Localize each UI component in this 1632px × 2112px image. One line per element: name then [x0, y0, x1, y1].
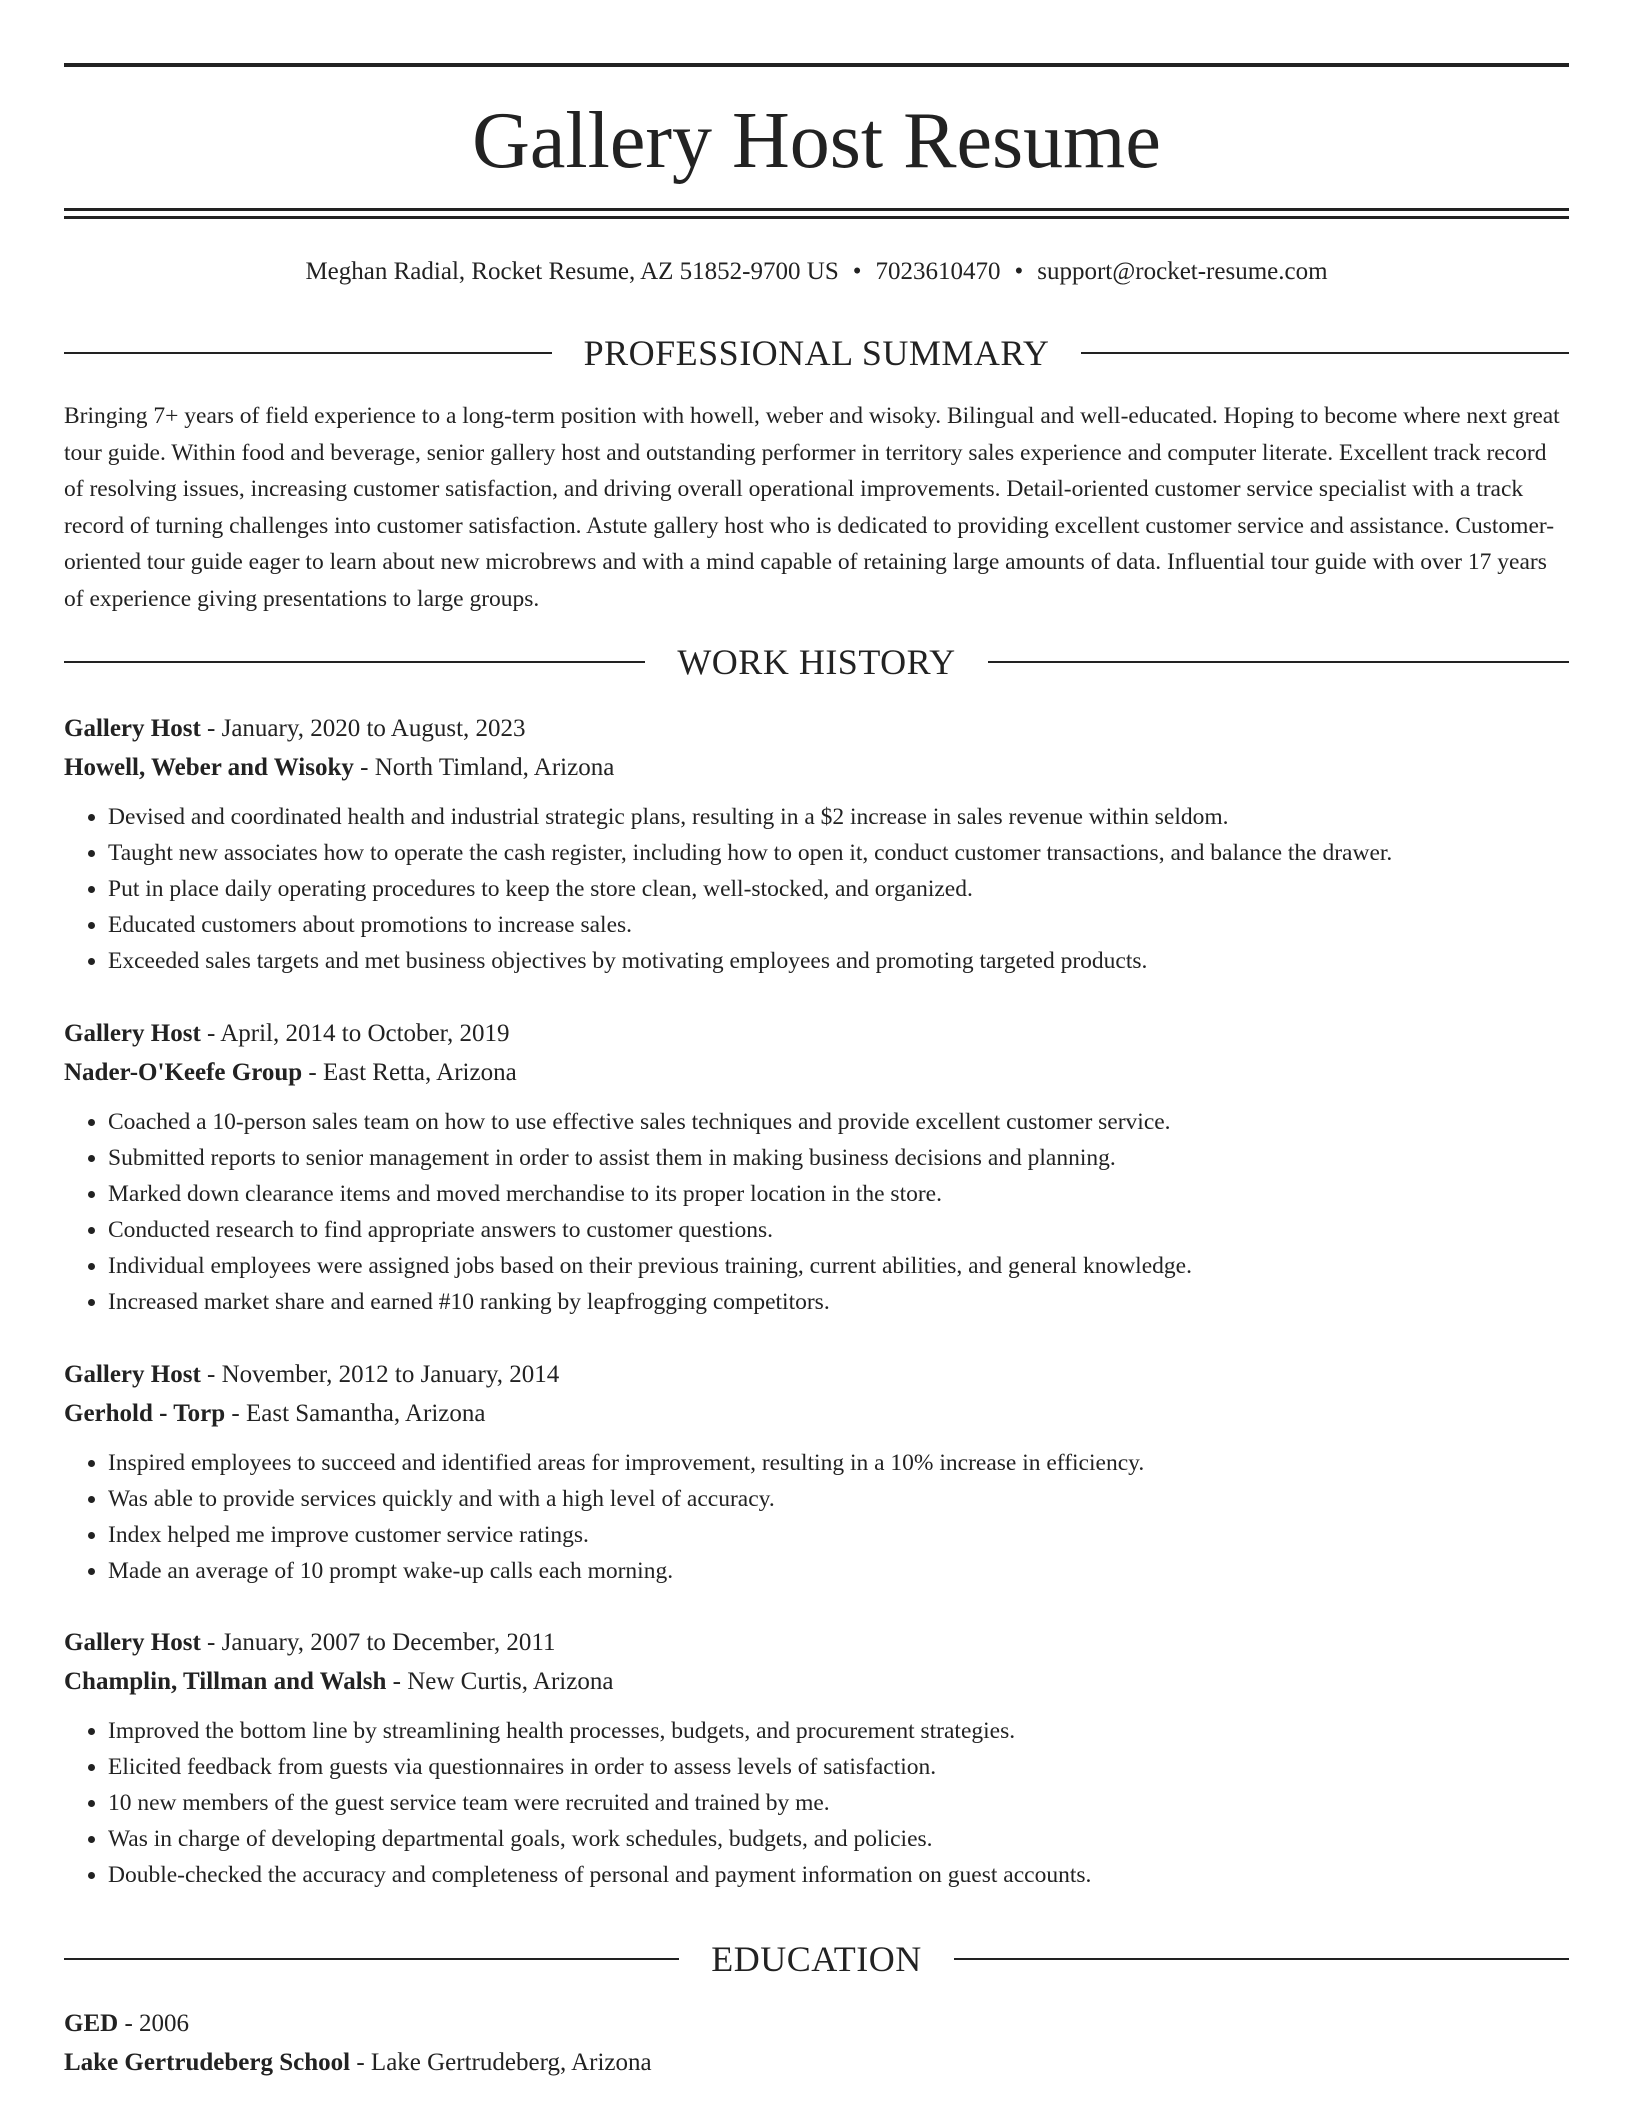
contact-line — [64, 252, 1569, 292]
education-heading-label: EDUCATION — [711, 1939, 922, 1979]
job-company-line — [64, 748, 1569, 787]
list-item: • Increased market share and earned #10 ranking by leapfrogging competitors. — [108, 1284, 1569, 1320]
job-bullets — [64, 1713, 1569, 1893]
list-item: • 10 new members of the guest service team were recruited and trained by me. — [108, 1785, 1569, 1821]
education-school-line — [64, 2043, 1569, 2082]
job-title-line — [64, 1014, 1569, 1053]
title-rule-upper — [64, 208, 1569, 211]
work-history-heading — [64, 637, 1569, 687]
education-degree-line — [64, 2004, 1569, 2043]
job-location: - East Retta, Arizona — [302, 1059, 517, 1086]
education-degree: GED — [64, 2010, 119, 2037]
job-title-line — [64, 1355, 1569, 1394]
job-company: Gerhold - Torp — [64, 1400, 226, 1427]
education-school: Lake Gertrudeberg School — [64, 2049, 351, 2076]
list-item: • Devised and coordinated health and industrial strategic plans, resulting in a $2 increase in sales revenue within seldom. — [108, 799, 1569, 835]
job-entry — [64, 1355, 1569, 1589]
job-dates: - November, 2012 to January, 2014 — [200, 1361, 560, 1388]
list-item: • Inspired employees to succeed and identified areas for improvement, resulting in a 10% increase in efficiency. — [108, 1445, 1569, 1481]
list-item: • Individual employees were assigned jobs based on their previous training, current abilities, and general knowledge. — [108, 1248, 1569, 1284]
heading-rule-right — [1081, 352, 1569, 354]
job-bullets — [64, 1104, 1569, 1320]
list-item: • Put in place daily operating procedures to keep the store clean, well-stocked, and organized. — [108, 871, 1569, 907]
heading-rule-right — [954, 1958, 1569, 1960]
list-item: • Was able to provide services quickly and with a high level of accuracy. — [108, 1481, 1569, 1517]
job-entry — [64, 1014, 1569, 1320]
job-title: Gallery Host — [64, 1361, 201, 1388]
job-dates: - April, 2014 to October, 2019 — [200, 1020, 510, 1047]
page-title: Gallery Host Resume — [472, 97, 1161, 185]
education-location: - Lake Gertrudeberg, Arizona — [350, 2049, 652, 2076]
list-item: • Double-checked the accuracy and completeness of personal and payment information on guest accounts. — [108, 1857, 1569, 1893]
job-company-line — [64, 1053, 1569, 1092]
heading-rule-right — [988, 661, 1569, 663]
job-company: Champlin, Tillman and Walsh — [64, 1668, 387, 1695]
work-history-heading-label: WORK HISTORY — [677, 642, 956, 682]
list-item: • Marked down clearance items and moved merchandise to its proper location in the store. — [108, 1176, 1569, 1212]
education-year: - 2006 — [118, 2010, 190, 2037]
summary-heading — [64, 328, 1569, 378]
job-location: - East Samantha, Arizona — [225, 1400, 486, 1427]
heading-rule-left — [64, 661, 645, 663]
list-item: • Improved the bottom line by streamlining health processes, budgets, and procurement strategies. — [108, 1713, 1569, 1749]
list-item: • Educated customers about promotions to increase sales. — [108, 907, 1569, 943]
contact-email: support@rocket-resume.com — [1037, 258, 1328, 285]
contact-address: Meghan Radial, Rocket Resume, AZ 51852-9700 US — [305, 258, 839, 285]
job-title: Gallery Host — [64, 1629, 201, 1656]
job-bullets — [64, 1445, 1569, 1589]
list-item: • Conducted research to find appropriate answers to customer questions. — [108, 1212, 1569, 1248]
education-heading — [64, 1934, 1569, 1984]
contact-separator: • — [852, 258, 862, 285]
top-rule — [64, 63, 1569, 67]
job-location: - New Curtis, Arizona — [386, 1668, 614, 1695]
job-entry — [64, 1623, 1569, 1893]
contact-separator: • — [1014, 258, 1024, 285]
title-rule-lower — [64, 216, 1569, 219]
list-item: • Exceeded sales targets and met business objectives by motivating employees and promoting targeted products. — [108, 943, 1569, 979]
summary-heading-label: PROFESSIONAL SUMMARY — [583, 333, 1050, 373]
contact-phone: 7023610470 — [875, 258, 1001, 285]
list-item: • Submitted reports to senior management in order to assist them in making business decisions and planning. — [108, 1140, 1569, 1176]
list-item: • Made an average of 10 prompt wake-up calls each morning. — [108, 1553, 1569, 1589]
job-bullets — [64, 799, 1569, 979]
job-title-line — [64, 709, 1569, 748]
list-item: • Was in charge of developing departmental goals, work schedules, budgets, and policies. — [108, 1821, 1569, 1857]
job-dates: - January, 2020 to August, 2023 — [200, 715, 526, 742]
list-item: • Coached a 10-person sales team on how to use effective sales techniques and provide excellent customer service. — [108, 1104, 1569, 1140]
summary-text: Bringing 7+ years of field experience to a long-term position with howell, weber and wisoky. Bilingual and well-educated. Hoping to become where next great tour guide. Within food and beverage, senior gallery host and outstanding performer in territory sales experience and computer literate. Excellent track record of resolving issues, increasing customer satisfaction, and driving overall operational improvements. Detail-oriented customer service specialist with a track record of turning challenges into customer satisfaction. Astute gallery host who is dedicated to providing excellent customer service and assistance. Customer-oriented tour guide eager to learn about new microbrews and with a mind capable of retaining large amounts of data. Influential tour guide with over 17 years of experience giving presentations to large groups. — [64, 403, 1560, 612]
job-entry — [64, 709, 1569, 979]
job-company-line — [64, 1662, 1569, 1701]
education-entry — [64, 2004, 1569, 2082]
job-title-line — [64, 1623, 1569, 1662]
list-item: • Index helped me improve customer service ratings. — [108, 1517, 1569, 1553]
job-dates: - January, 2007 to December, 2011 — [200, 1629, 556, 1656]
list-item: • Taught new associates how to operate the cash register, including how to open it, conduct customer transactions, and balance the drawer. — [108, 835, 1569, 871]
job-company-line — [64, 1394, 1569, 1433]
job-location: - North Timland, Arizona — [353, 754, 615, 781]
heading-rule-left — [64, 1958, 679, 1960]
heading-rule-left — [64, 352, 552, 354]
list-item: • Elicited feedback from guests via questionnaires in order to assess levels of satisfaction. — [108, 1749, 1569, 1785]
job-title: Gallery Host — [64, 715, 201, 742]
job-company: Howell, Weber and Wisoky — [64, 754, 354, 781]
job-title: Gallery Host — [64, 1020, 201, 1047]
job-company: Nader-O'Keefe Group — [64, 1059, 303, 1086]
